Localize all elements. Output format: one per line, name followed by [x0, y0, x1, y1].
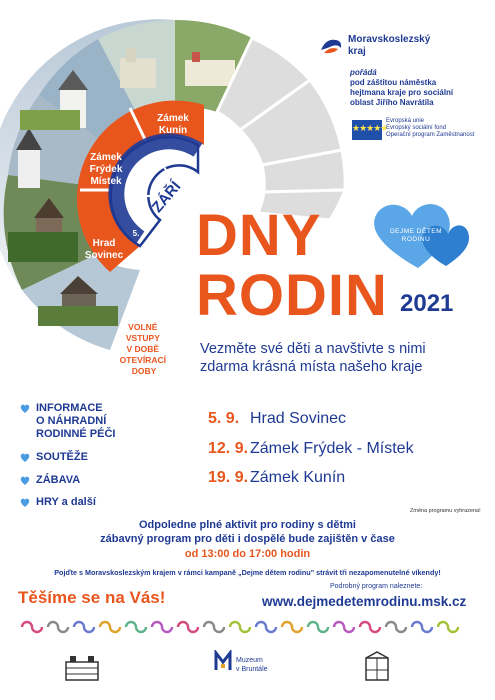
event-place: Zámek Kunín [250, 469, 346, 486]
free-entry-text: VOLNÉ VSTUPY V DOBĚ OTEVÍRACÍ DOBY [119, 322, 166, 376]
organizer-line3: oblast Jiřího Navrátila [350, 98, 434, 107]
title-year: 2021 [400, 290, 454, 317]
feature-item-info [20, 402, 195, 441]
subtitle [200, 340, 490, 376]
program-line2: zábavný program pro děti i dospělé bude zajištěn v čase [100, 533, 395, 545]
eu-line1: Evropská unie [386, 118, 425, 124]
venue-frydek: Zámek Frýdek Místek [89, 152, 123, 187]
website-link[interactable]: www.dejmedetemrodinu.msk.cz [262, 594, 467, 609]
organizer-line2: hejtmana kraje pro sociální [350, 88, 454, 97]
heart-bullet-icon [20, 404, 30, 413]
wheel-date-12: 12. [125, 183, 137, 192]
museum-line1: Muzeum [236, 657, 263, 664]
chateau-partner-logo [364, 650, 390, 682]
organizer-block [350, 68, 490, 108]
event-date-row [208, 468, 345, 488]
organizer-line1: pod záštitou náměstka [350, 78, 437, 87]
heart-bullet-icon [20, 498, 30, 507]
museum-line2: v Bruntále [236, 666, 268, 673]
program-line1: Odpoledne plné aktivit pro rodiny s dětmi [139, 519, 356, 531]
subtitle-line2: zdarma krásná místa našeho kraje [200, 359, 423, 375]
wheel-date-5: 5. [132, 229, 140, 238]
event-place: Hrad Sovinec [250, 410, 347, 427]
feature-label: ZÁBAVA [36, 474, 81, 486]
event-date: 12. 9. [208, 440, 249, 457]
feature-item-games [20, 496, 195, 509]
organizer-label: pořádá [350, 68, 377, 77]
feature-item-contests [20, 451, 195, 464]
feature-label: SOUTĚŽE [36, 451, 88, 463]
hearts-line1: DEJME DĚTEM [389, 228, 443, 235]
welcome-text: Těšíme se na Vás! [18, 588, 166, 607]
region-logo-line2: kraj [348, 46, 366, 57]
feature-item-fun [20, 474, 195, 487]
region-logo-line1: Moravskoslezský [348, 34, 431, 45]
event-date-row [208, 439, 414, 459]
venue-sovinec: Hrad Sovinec [84, 238, 124, 261]
heart-bullet-icon [20, 476, 30, 485]
event-place: Zámek Frýdek - Místek [250, 440, 414, 457]
feature-line1: INFORMACE [36, 402, 103, 414]
event-date: 5. 9. [208, 410, 240, 427]
wheel-date-19: 19. [169, 155, 181, 164]
castle-partner-logo [62, 652, 102, 682]
program-description [0, 518, 495, 546]
title-line2: RODIN [196, 263, 388, 328]
chain-decoration [18, 620, 478, 634]
feature-line3: RODINNÉ PÉČI [36, 428, 116, 440]
event-date-row [208, 409, 346, 429]
region-logo [318, 32, 468, 66]
venue-kunin: Zámek Kunín [157, 113, 189, 136]
museum-m-icon [214, 650, 232, 672]
detail-label: Podrobný program naleznete: [330, 583, 423, 590]
eu-logo [352, 118, 492, 144]
heart-bullet-icon [20, 453, 30, 462]
hearts-line2: RODINU [401, 236, 431, 243]
event-date: 19. 9. [208, 469, 249, 486]
subtitle-line1: Vezměte své děti a navštivte s nimi [200, 341, 426, 357]
program-time: od 13:00 do 17:00 hodin [184, 548, 311, 560]
eu-line2: Evropský sociální fond [386, 125, 447, 131]
campaign-text: Pojďte s Moravskoslezským krajem v rámci kampaně „Dejme dětem rodinu" strávit tři nezapomenutelné víkendy! [54, 568, 441, 577]
title-line1: DNY [196, 203, 322, 268]
feature-line2: O NÁHRADNÍ [36, 415, 107, 427]
eu-flag-icon: ★★★★★ [352, 120, 382, 140]
museum-logo [214, 650, 284, 680]
region-emblem-icon [318, 36, 344, 58]
wheel-month: ZÁŘÍ [148, 178, 185, 216]
eu-line3: Operační program Zaměstnanost [386, 132, 475, 138]
feature-label: HRY a další [36, 496, 96, 508]
change-note: Změna programu vyhrazena! [410, 508, 481, 514]
